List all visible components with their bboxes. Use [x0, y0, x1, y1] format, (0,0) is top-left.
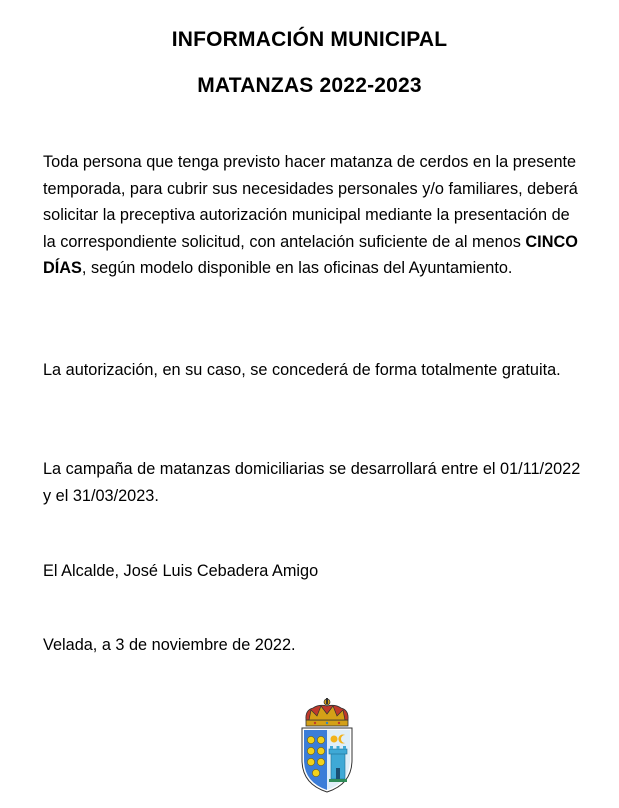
paragraph-free-authorization: La autorización, en su caso, se concederá de forma totalmente gratuita.: [43, 361, 561, 379]
shield-icon: [302, 728, 352, 792]
page-title: INFORMACIÓN MUNICIPAL: [171, 28, 448, 51]
paragraph-emphasis: CINCO DÍAS: [43, 232, 578, 278]
paragraph-text-before: Toda persona que tenga previsto hacer matanza de cerdos en la presente temporada, para cubrir sus necesidades personales y/o familiares, deberá solicitar la preceptiva autorización municipal mediante la presentación de la correspondiente solicitud, con antelación suficiente de al menos: [43, 153, 578, 251]
signature-line: El Alcalde, José Luis Cebadera Amigo: [43, 562, 319, 580]
municipal-coat-of-arms-icon: [297, 698, 357, 794]
paragraph-text-after: , según modelo disponible en las oficinas del Ayuntamiento.: [81, 259, 513, 278]
paragraph-campaign-dates: La campaña de matanzas domiciliarias se desarrollará entre el 01/11/2022 y el 31/03/2023.: [43, 460, 581, 505]
paragraph-request-authorization: [43, 149, 583, 282]
crown-icon: [306, 698, 348, 726]
page-subtitle: MATANZAS 2022-2023: [197, 74, 422, 97]
date-line: Velada, a 3 de noviembre de 2022.: [43, 636, 296, 654]
